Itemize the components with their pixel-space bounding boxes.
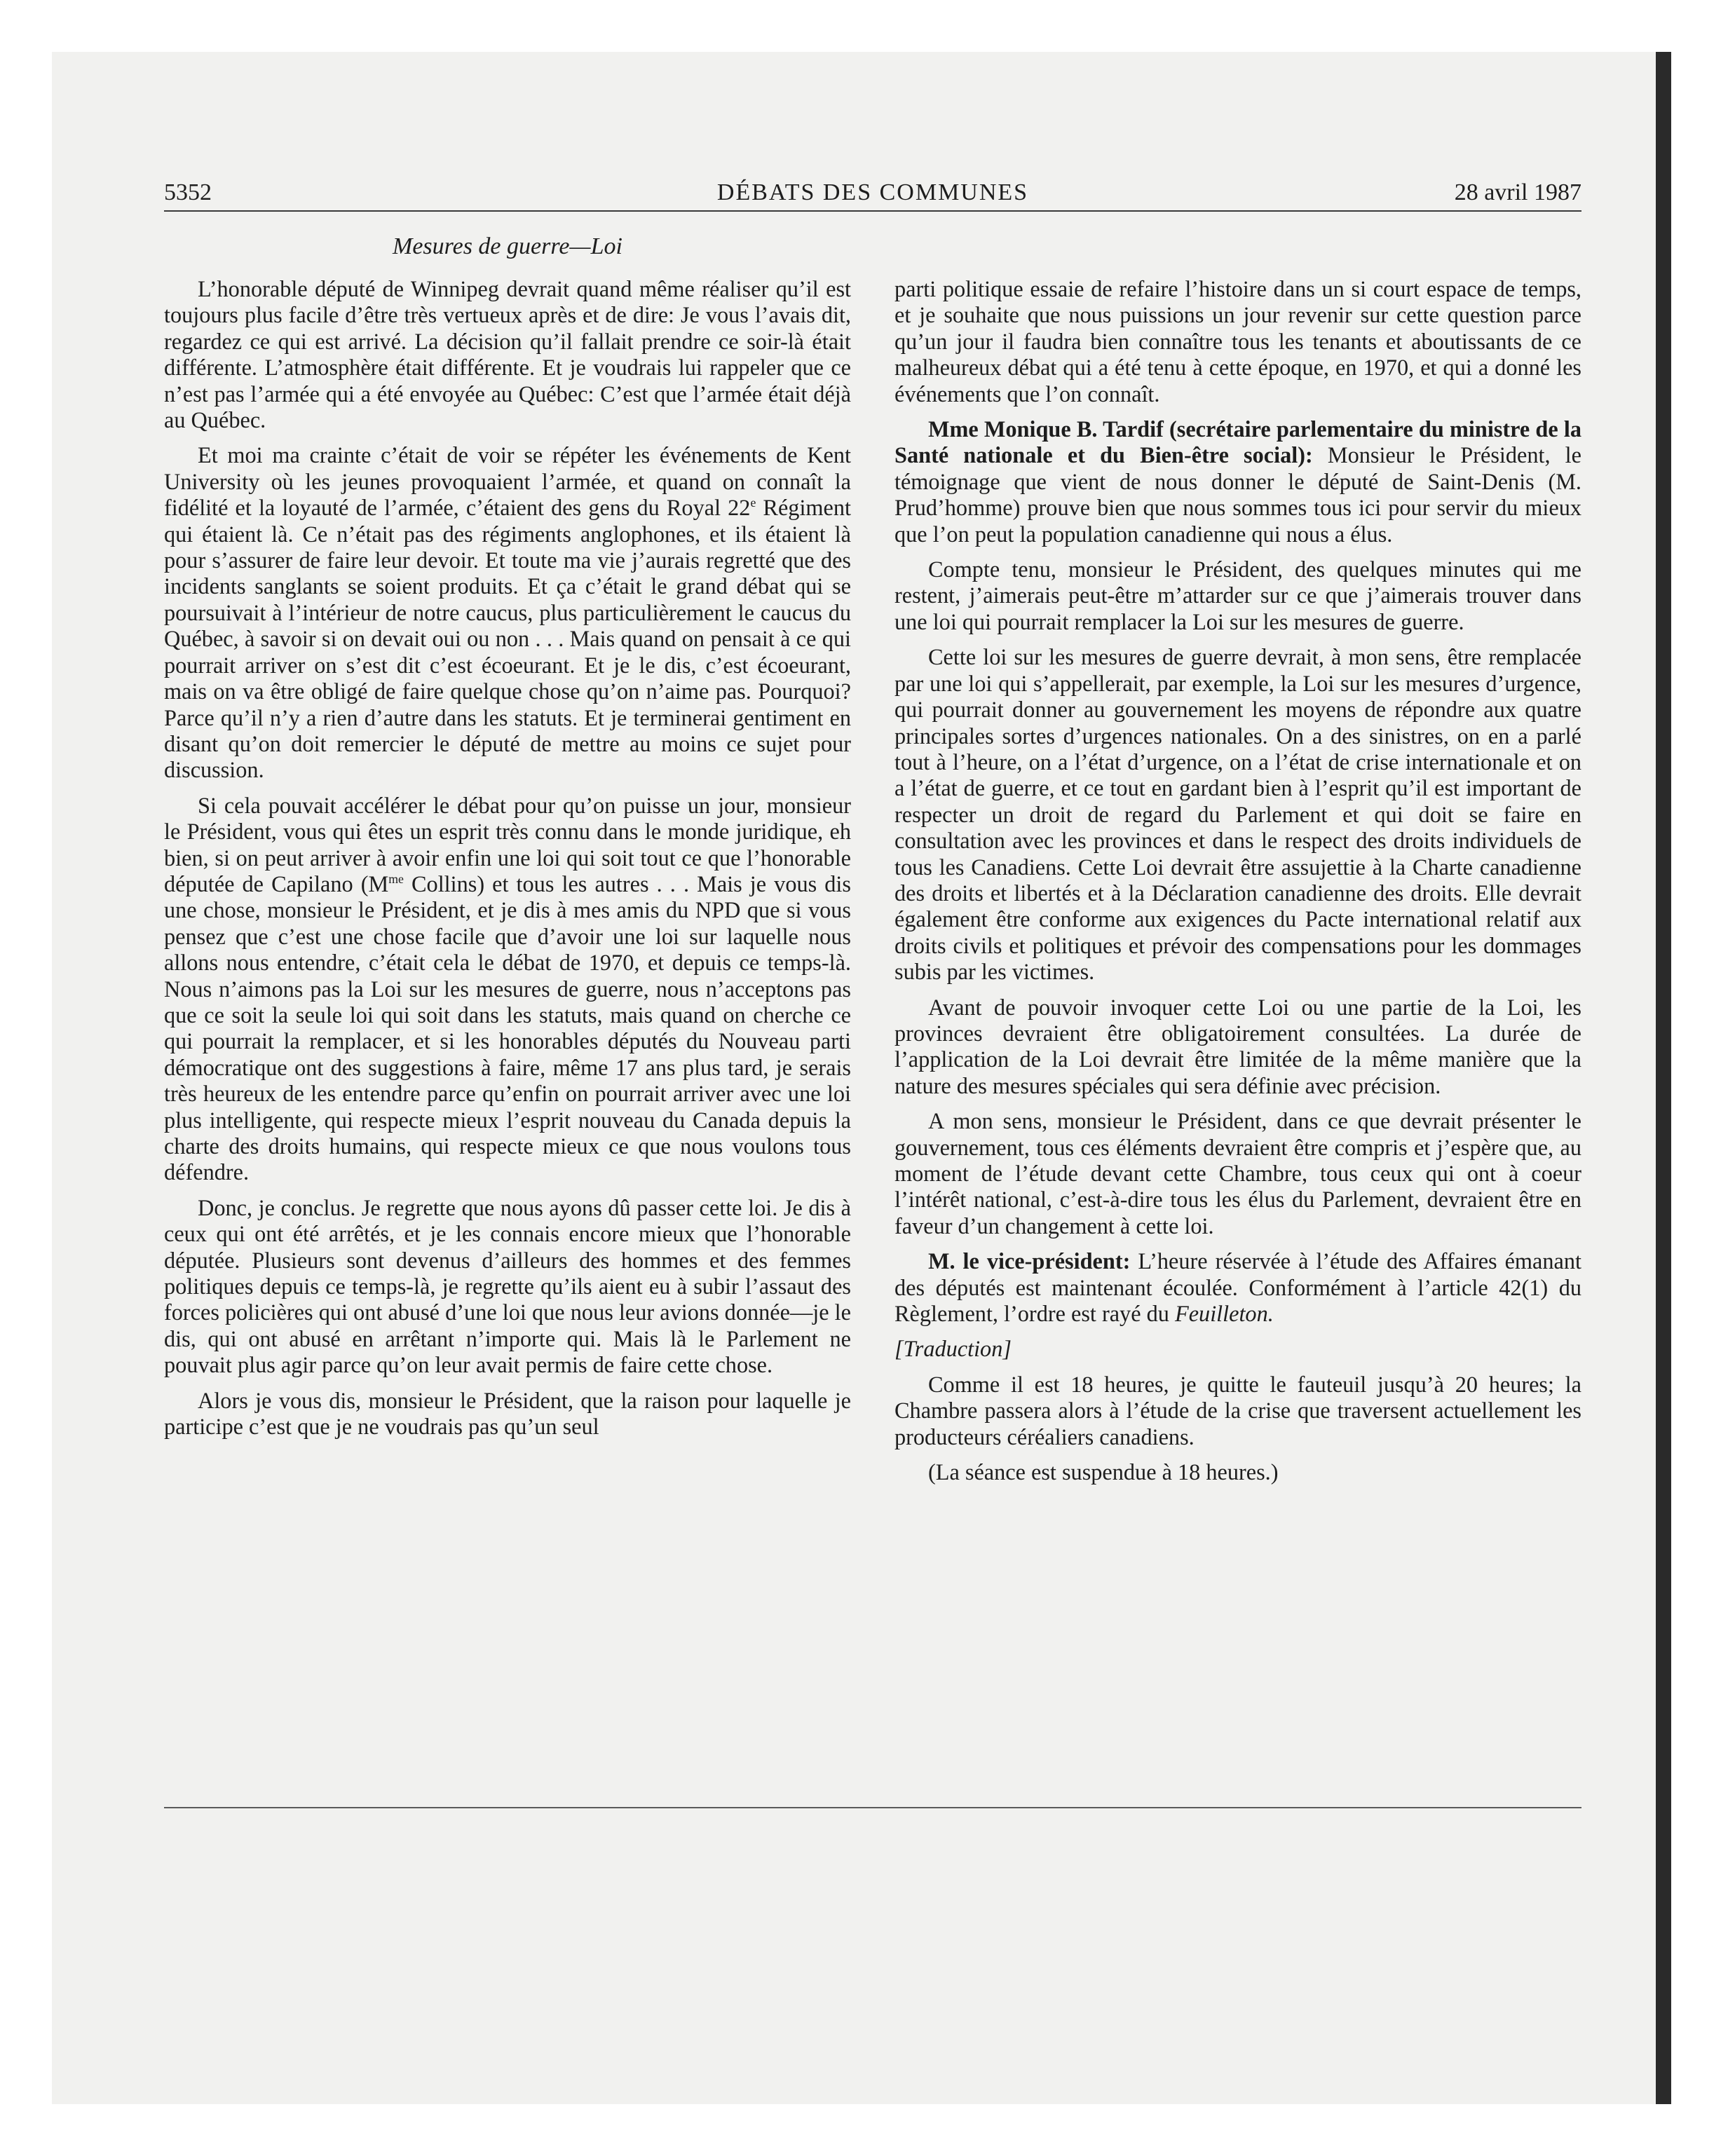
translation-note: [Traduction] xyxy=(894,1336,1012,1362)
paragraph: Donc, je conclus. Je regrette que nous ayons dû passer cette loi. Je dis à ceux qui ont été arrêtés, et je les connais encore mieux que l’honorable députée. Plusieurs sont devenus d’ailleurs des hommes et des femmes politiques depuis ce temps-là, je regrette qu’ils aient eu à subir l’assaut des forces policières qui ont abusé d’une loi que nous leur avions donnée—je le dis, qui ont abusé en arrêtant n’importe qui. Mais là le Parlement ne pouvait plus agir parce qu’on leur avait permis de faire cette chose. xyxy=(164,1194,851,1378)
paragraph: Compte tenu, monsieur le Président, des quelques minutes qui me restent, j’aimerais peut-être m’attarder sur ce que j’aimerais trouver dans une loi qui pourrait remplacer la Loi sur les mesures de guerre. xyxy=(894,557,1581,634)
paragraph: Si cela pouvait accélérer le débat pour qu’on puisse un jour, monsieur le Président, vous qui êtes un esprit très connu dans le monde juridique, eh bien, si on peut arriver à avoir enfin une loi qui soit tout ce que l’honorable députée de Capilano ($M^{me}$ Collins) et tous les autres . . . Mais je vous dis une chose, monsieur le Président, et je dis à mes amis du NPD que si vous pensez que c’est une chose facile que d’avoir une loi sur laquelle nous allons nous entendre, c’était cela le débat de 1970, et depuis ce temps-là. Nous n’aimons pas la Loi sur les mesures de guerre, nous n’acceptons pas que ce soit la seule loi qui soit dans les statuts, mais quand on cherche ce qui pourrait la remplacer, et si les honorables députés du Nouveau parti démocratique ont des suggestions à faire, même 17 ans plus tard, je serais très heureux de les entendre parce qu’enfin on pourrait arriver avec une loi plus intelligente, qui respecte mieux l’esprit nouveau du Canada depuis la charte des droits humains, qui respecte mieux ce que nous voulons tous défendre. xyxy=(164,792,851,1185)
speech-tardif: Mme Monique B. Tardif (secrétaire parlementaire du ministre de la Santé nationale et du Bien-être social): Monsieur le Président, le témoignage que vient de nous donner le député de Saint-Denis (M. Prud’homme) prouve bien que nous sommes tous ici pour servir du mieux que l’on peut la population canadienne qui nous a élus. xyxy=(894,416,1581,547)
speech-vice-president: M. le vice-président: L’heure réservée à l’étude des Affaires émanant des députés est maintenant écoulée. Conformément à l’article 42(1) du Règlement, l’ordre est rayé du Feuilleton. xyxy=(894,1248,1581,1327)
footer-rule xyxy=(164,1807,1581,1808)
running-header xyxy=(164,177,1581,209)
speaker-name: M. le vice-président: xyxy=(928,1248,1131,1274)
paragraph: Avant de pouvoir invoquer cette Loi ou une partie de la Loi, les provinces devraient être obligatoirement consultées. La durée de l’application de la Loi devrait être limitée de la même manière que la nature des mesures spéciales qui sera définie avec précision. xyxy=(894,994,1581,1098)
paragraph: Cette loi sur les mesures de guerre devrait, à mon sens, être remplacée par une loi qui s’appellerait, par exemple, la Loi sur les mesures d’urgence, qui pourrait donner au gouvernement les moyens de répondre aux quatre principales sortes d’urgences nationales. On a des sinistres, on en a parlé tout à l’heure, on a l’état d’urgence, on a l’état de crise internationale et on a l’état de guerre, et ce tout en gardant bien à l’esprit qu’il est important de respecter un droit de regard du Parlement et qui doit se faire en consultation avec les provinces et dans le respect des droits individuels de tous les Canadiens. Cette Loi devrait être assujettie à la Charte canadienne des droits et libertés et à la Déclaration canadienne des droits. Elle devrait également être conforme aux exigences du Pacte international relatif aux droits civils et politiques et prévoir des compensations pour les dommages subis par les victimes. xyxy=(894,644,1581,985)
scan-edge-bar xyxy=(1656,52,1671,2104)
right-column xyxy=(894,276,1581,1494)
header-date: 28 avril 1987 xyxy=(1454,179,1581,205)
left-column xyxy=(164,276,851,1449)
paragraph: parti politique essaie de refaire l’histoire dans un si court espace de temps, et je souhaite que nous puissions un jour revenir sur cette question parce qu’un jour il faudra bien connaître tous les tenants et aboutissants de ce malheureux débat qui a été tenu à cette époque, en 1970, et qui a donné les événements que l’on connaît. xyxy=(894,276,1581,407)
paragraph: Et moi ma crainte c’était de voir se répéter les événements de Kent University où les jeunes provoquaient l’armée, et quand on connaît la fidélité et la loyauté de l’armée, c’étaient des gens du Royal 22e Régiment qui étaient là. Ce n’était pas des régiments anglophones, et ils étaient là pour s’assurer de faire leur devoir. Et toute ma vie j’aurais regretté que des incidents sanglants se soient produits. Et ça c’était le grand débat qui se poursuivait à l’intérieur de notre caucus, plus particulièrement le caucus du Québec, à savoir si on devait oui ou non . . . Mais quand on pensait à ce qui pourrait arriver on s’est dit c’est écoeurant. Et je le dis, c’est écoeurant, mais on va être obligé de faire quelque chose qu’on n’aime pas. Pourquoi? Parce qu’il n’y a rien d’autre dans les statuts. Et je terminerai gentiment en disant qu’on doit remercier le député de mettre au moins ce sujet pour discussion. xyxy=(164,442,851,783)
speaker-name: Mme Monique B. Tardif (secrétaire parlementaire du ministre de la Santé nationale et du Bien-être social): xyxy=(894,416,1581,468)
section-title: Mesures de guerre—Loi xyxy=(393,233,622,259)
paragraph: A mon sens, monsieur le Président, dans ce que devrait présenter le gouvernement, tous ces éléments devraient être compris et j’espère que, au moment de l’étude devant cette Chambre, tous ceux qui ont à coeur l’intérêt national, c’est-à-dire tous les élus du Parlement, devraient être en faveur d’un changement à cette loi. xyxy=(894,1108,1581,1239)
header-rule xyxy=(164,210,1581,212)
paragraph: L’honorable député de Winnipeg devrait quand même réaliser qu’il est toujours plus facile d’être très vertueux après et de dire: Je vous l’avais dit, regardez ce qui est arrivé. La décision qu’il fallait prendre ce soir-là était différente. L’atmosphère était différente. Et je voudrais lui rappeler que ce n’est pas l’armée qui a été envoyée au Québec: C’est que l’armée était déjà au Québec. xyxy=(164,276,851,433)
paragraph: Comme il est 18 heures, je quitte le fauteuil jusqu’à 20 heures; la Chambre passera alors à l’étude de la crise que traversent actuellement les producteurs céréaliers canadiens. xyxy=(894,1371,1581,1449)
sitting-suspended-note: (La séance est suspendue à 18 heures.) xyxy=(928,1459,1279,1485)
publication-title: DÉBATS DES COMMUNES xyxy=(716,179,1029,205)
paragraph: Alors je vous dis, monsieur le Président, que la raison pour laquelle je participe c’est que je ne voudrais pas qu’un seul xyxy=(164,1387,851,1440)
page-number: 5352 xyxy=(164,179,212,205)
